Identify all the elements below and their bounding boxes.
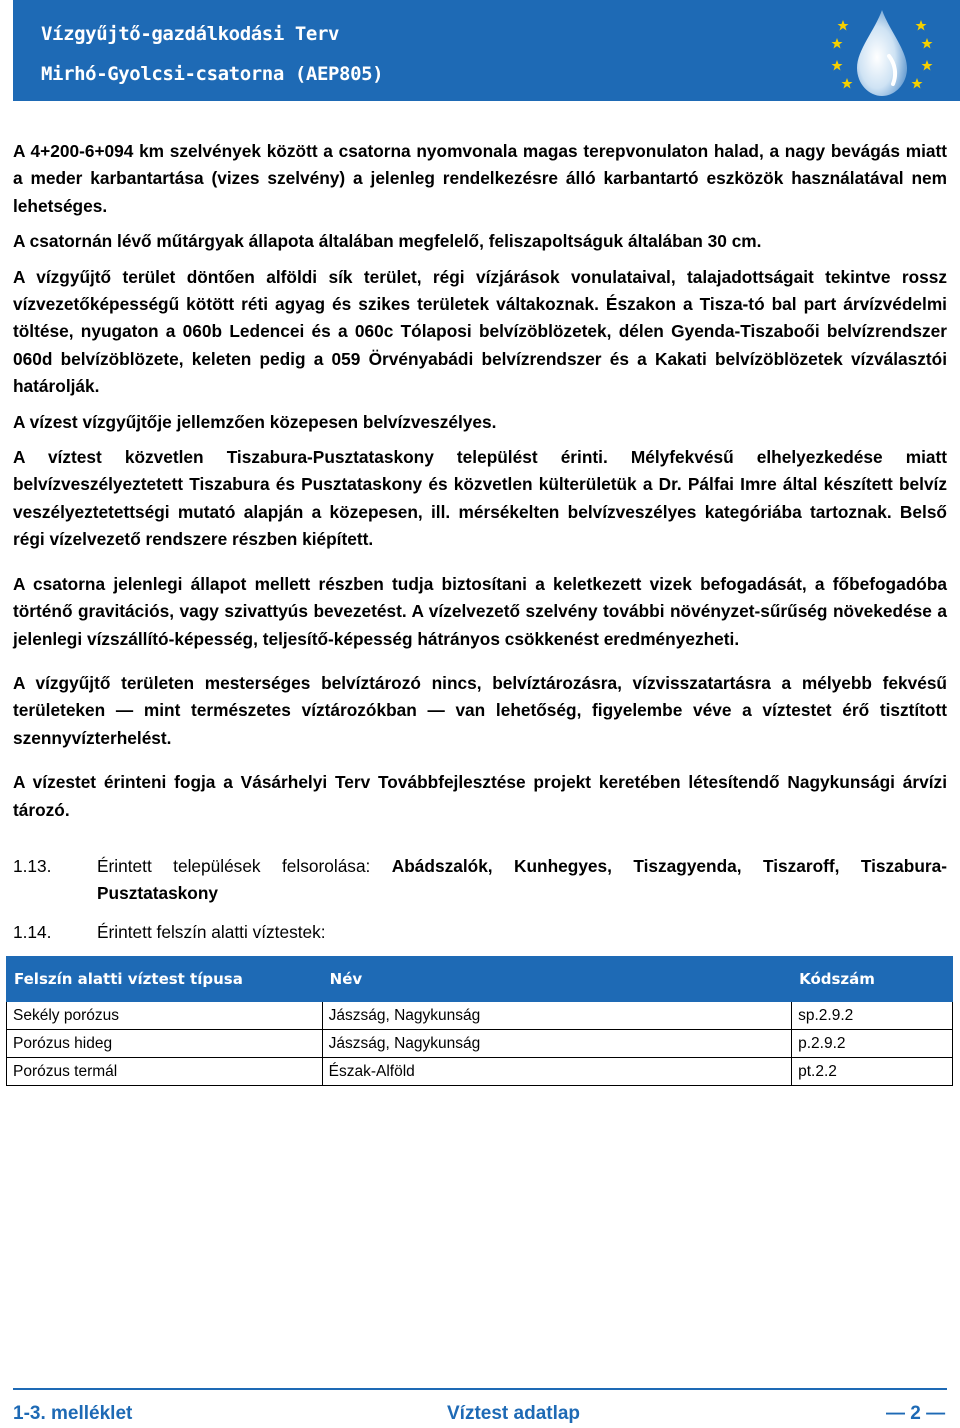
- table-cell: Jászság, Nagykunság: [322, 1030, 791, 1058]
- table-cell: Észak-Alföld: [322, 1058, 791, 1086]
- table-cell: sp.2.9.2: [792, 1002, 953, 1030]
- section-1-14: [13, 919, 947, 949]
- paragraph-reservoir: A vízgyűjtő területen mesterséges belvíztározó nincs, belvíztározásra, vízvisszatartásra a mélyebb fekvésű területeken — mint természetes víztározókban — van lehetőség, figyelembe véve a víztestet érő tisztított szennyvízterhelést.: [13, 672, 947, 748]
- water-drop-eu-stars-logo: [823, 6, 941, 100]
- groundwater-bodies-table: [6, 956, 953, 1086]
- column-header-code: Kódszám: [792, 957, 953, 1002]
- paragraph-settlement: A víztest közvetlen Tiszabura-Pusztataskony települést érinti. Mélyfekvésű elhelyezkedése miatt belvízveszélyeztetett Tiszabura és Pusztataskony és közvetlen külterületük a Dr. Pálfai Imre által készített belvíz veszélyeztetettségi mutató alapján a közepesen, ill. mérsékelten belvízveszélyes kategóriába tartoznak. Belső régi vízelvezető rendszere részben kiépített.: [13, 447, 947, 550]
- footer-divider: [13, 1388, 947, 1390]
- table-cell: Jászság, Nagykunság: [322, 1002, 791, 1030]
- footer-page-number: — 2 —: [886, 1403, 946, 1424]
- table-row: [7, 1058, 953, 1086]
- table-row: [7, 1030, 953, 1058]
- column-header-name: Név: [322, 957, 791, 1002]
- paragraph-catchment: A vízgyűjtő terület döntően alföldi sík terület, régi vízjárások vonulataival, talajadottságait tekintve rossz vízvezetőképességű kötött réti agyag és szikes területek váltakoznak. Északon a Tisza-tó bal part árvízvédelmi töltése, nyugaton a 060b Ledencei és a 060c Tólaposi belvízöblözetek, délen Gyenda-Tiszaboői belvízrendszer 060d belvízöblözete, keleten pedig a 059 Örvényabádi belvízrendszer és a Kakati belvízöblözetek vízválasztói határolják.: [13, 266, 947, 397]
- section-label: Érintett felszín alatti víztestek:: [97, 922, 326, 942]
- table-cell: p.2.9.2: [792, 1030, 953, 1058]
- paragraph-canal-state: A csatorna jelenlegi állapot mellett részben tudja biztosítani a keletkezett vizek befogadását, a főbefogadóba történő gravitációs, vagy szivattyús bevezetést. A vízelvezető szelvény további növényzet-sűrűség növekedése a jelenlegi vízszállító-képesség, teljesítő-képesség hátrányos csökkenést eredményezheti.: [13, 573, 947, 649]
- affected-settlements: Abádszalók, Kunhegyes, Tiszagyenda, Tiszaroff, Tiszabura-Pusztataskony: [97, 856, 947, 904]
- table-cell: pt.2.2: [792, 1058, 953, 1086]
- document-body: [13, 138, 947, 824]
- section-text: [97, 853, 947, 908]
- header-subtitle: Mirhó-Gyolcsi-csatorna (AEP805): [41, 63, 384, 85]
- footer-doc-title: Víztest adatlap: [447, 1403, 581, 1424]
- table-cell: Sekély porózus: [7, 1002, 323, 1030]
- section-1-13: [13, 853, 947, 913]
- paragraph-flood-risk: A vízest vízgyűjtője jellemzően közepesen belvízveszélyes.: [13, 411, 497, 432]
- section-number: 1.13.: [13, 856, 52, 876]
- paragraph-canal-route: A 4+200-6+094 km szelvények között a csatorna nyomvonala magas terepvonulaton halad, a nagy bevágás miatt a meder karbantartása (vizes szelvény) a jelenleg rendelkezésre álló karbantartó eszközök használatával nem lehetséges.: [13, 141, 947, 216]
- table-row: [7, 1002, 953, 1030]
- column-header-type: Felszín alatti víztest típusa: [7, 957, 323, 1002]
- page-header: [13, 0, 960, 101]
- paragraph-structures: A csatornán lévő műtárgyak állapota általában megfelelő, feliszapoltságuk általában 30 cm.: [13, 231, 762, 252]
- footer-annex: 1-3. melléklet: [13, 1403, 133, 1424]
- section-label: Érintett települések felsorolása:: [97, 856, 371, 876]
- table-cell: Porózus termál: [7, 1058, 323, 1086]
- paragraph-vasarhelyi-plan: A vízestet érinteni fogja a Vásárhelyi Terv Továbbfejlesztése projekt keretében létesítendő Nagykunsági árvízi tározó.: [13, 772, 947, 820]
- table-cell: Porózus hideg: [7, 1030, 323, 1058]
- table-header-row: [7, 957, 953, 1002]
- header-title: Vízgyűjtő-gazdálkodási Terv: [41, 23, 340, 45]
- section-number: 1.14.: [13, 922, 52, 942]
